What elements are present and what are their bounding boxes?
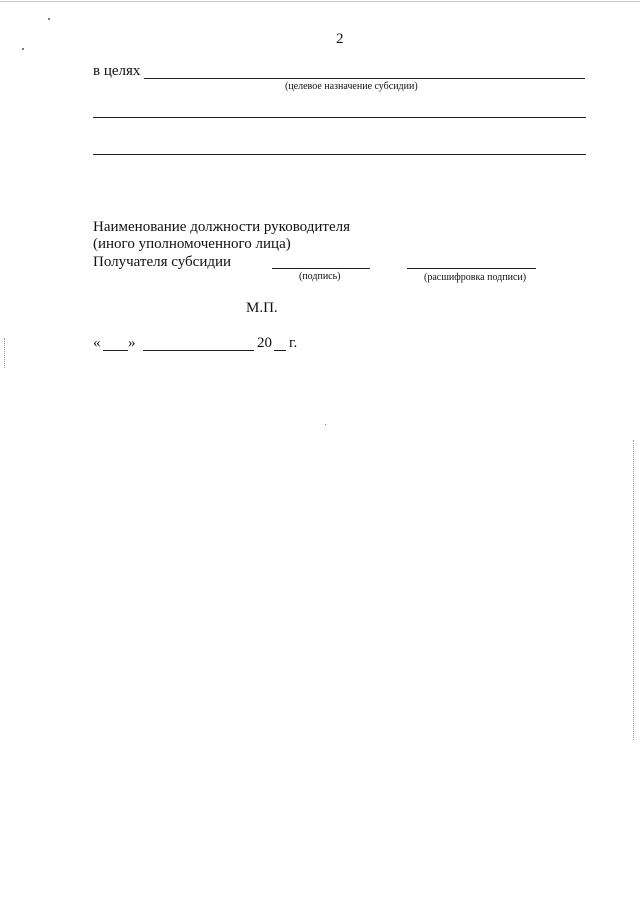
date-year-suffix: г. xyxy=(289,335,298,351)
scan-speck xyxy=(325,424,326,425)
date-year-line xyxy=(274,350,286,351)
signature-line xyxy=(272,268,370,269)
signature-caption: (подпись) xyxy=(299,271,341,282)
purpose-caption: (целевое назначение субсидии) xyxy=(285,81,418,92)
seal-placeholder: М.П. xyxy=(246,300,278,316)
signature-decoding-caption: (расшифровка подписи) xyxy=(424,272,527,283)
scan-top-edge xyxy=(0,1,640,2)
scan-speck xyxy=(48,18,50,20)
scan-right-edge-marks xyxy=(633,440,635,740)
date-open-quote: « xyxy=(93,335,101,351)
date-month-line xyxy=(143,350,254,351)
scan-speck xyxy=(22,48,24,50)
position-title-line3: Получателя субсидии xyxy=(93,254,232,270)
date-year-prefix: 20 xyxy=(257,335,272,351)
position-title-line1: Наименование должности руководителя xyxy=(93,219,351,235)
purpose-prefix: в целях xyxy=(93,63,141,79)
scan-left-edge-marks xyxy=(4,338,6,368)
page-number: 2 xyxy=(336,31,344,47)
date-close-quote: » xyxy=(128,335,136,351)
purpose-line-3 xyxy=(93,154,586,155)
purpose-line xyxy=(144,78,585,79)
position-title-line2: (иного уполномоченного лица) xyxy=(93,236,291,252)
date-day-line xyxy=(103,350,128,351)
purpose-line-2 xyxy=(93,117,586,118)
signature-decoding-line xyxy=(407,268,536,269)
